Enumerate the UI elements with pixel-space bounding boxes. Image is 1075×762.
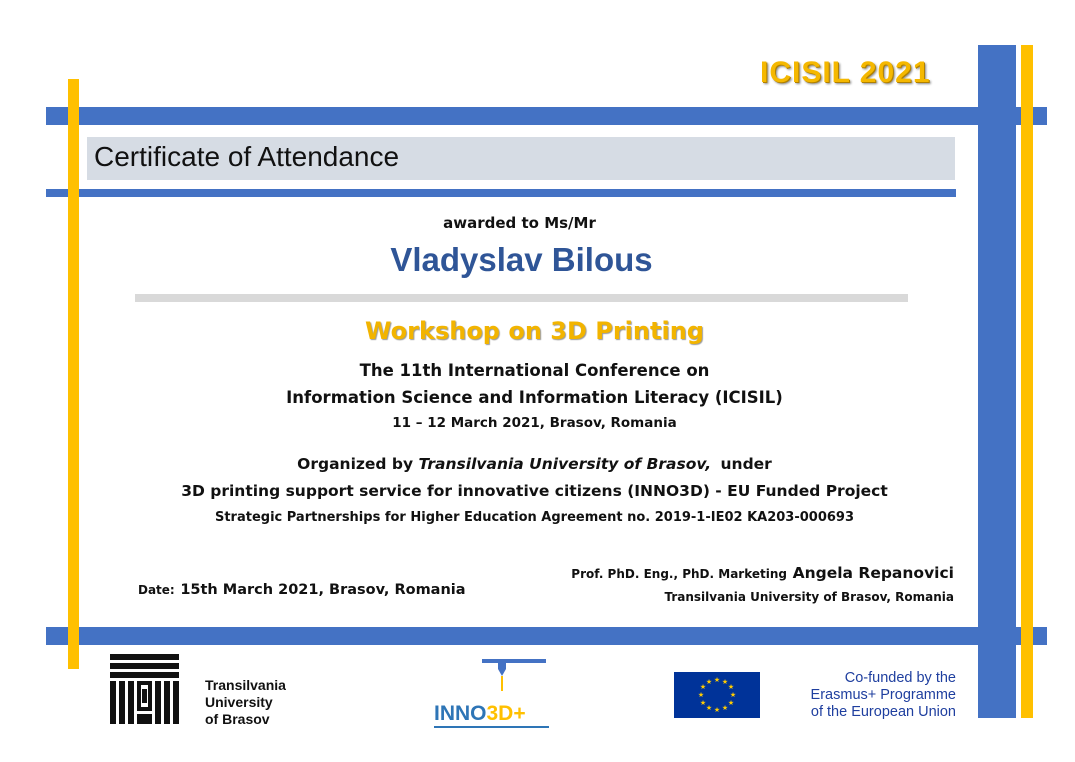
eu-line-3: of the European Union	[810, 704, 956, 720]
conference-date-place: 11 – 12 March 2021, Brasov, Romania	[392, 415, 677, 431]
svg-text:★: ★	[705, 704, 713, 712]
university-logo-icon	[110, 654, 179, 724]
eu-flag-icon	[674, 672, 760, 718]
eu-cofunding-text	[770, 670, 956, 721]
conference-line1: The 11th International Conference on	[359, 361, 710, 380]
svg-text:★: ★	[713, 706, 721, 714]
organizer-prefix: Organized by	[297, 455, 414, 473]
recipient-name: Vladyslav Bilous	[390, 241, 653, 278]
svg-text:★: ★	[705, 678, 713, 686]
signatory-affiliation: Transilvania University of Brasov, Romania	[664, 590, 954, 604]
awarded-to-label: awarded to Ms/Mr	[443, 214, 596, 232]
university-line-3: of Brasov	[205, 711, 270, 727]
top-blue-bar	[46, 107, 1047, 125]
eu-line-1: Co-funded by the	[844, 670, 956, 686]
certificate-title: Certificate of Attendance	[94, 141, 400, 172]
svg-text:★: ★	[699, 683, 707, 691]
signatory-name: Angela Repanovici	[792, 564, 954, 582]
issue-date	[138, 579, 466, 598]
organizer-institution: Transilvania University of Brasov,	[418, 455, 712, 473]
name-divider	[135, 294, 908, 302]
right-blue-bar	[978, 45, 1016, 718]
svg-text:★: ★	[729, 691, 737, 699]
svg-text:★: ★	[721, 678, 729, 686]
inno3d-logo	[432, 657, 550, 728]
inno-text	[434, 702, 526, 726]
svg-text:★: ★	[713, 676, 721, 684]
university-name	[205, 677, 286, 728]
signatory-line	[571, 563, 954, 582]
organizer-line	[0, 455, 1072, 473]
event-brand: ICISIL 2021	[760, 56, 931, 89]
inno-suffix: 3D+	[486, 702, 526, 725]
eu-line-2: Erasmus+ Programme	[810, 687, 956, 703]
agreement-line: Strategic Partnerships for Higher Education Agreement no. 2019-1-IE02 KA203-000693	[214, 510, 855, 525]
signatory-titles: Prof. PhD. Eng., PhD. Marketing	[571, 567, 787, 581]
title-underline-bar	[46, 189, 956, 197]
university-line-1: Transilvania	[205, 677, 286, 693]
date-label: Date:	[138, 583, 175, 597]
svg-text:★: ★	[697, 691, 705, 699]
svg-text:★: ★	[727, 683, 735, 691]
inno-word: INNO	[434, 702, 487, 725]
university-line-2: University	[205, 694, 273, 710]
svg-text:★: ★	[721, 704, 729, 712]
project-line: 3D printing support service for innovative citizens (INNO3D) - EU Funded Project	[181, 482, 888, 500]
right-yellow-bar	[1021, 45, 1033, 718]
printer-head-icon	[432, 657, 550, 707]
inno-underline	[434, 726, 549, 728]
conference-line2: Information Science and Information Literacy (ICISIL)	[286, 388, 783, 407]
title-box	[87, 137, 955, 180]
bottom-blue-bar	[46, 627, 1047, 645]
svg-text:★: ★	[727, 699, 735, 707]
organizer-suffix: under	[720, 455, 772, 473]
workshop-title: Workshop on 3D Printing	[365, 317, 704, 345]
date-value: 15th March 2021, Brasov, Romania	[180, 582, 466, 598]
svg-text:★: ★	[699, 699, 707, 707]
